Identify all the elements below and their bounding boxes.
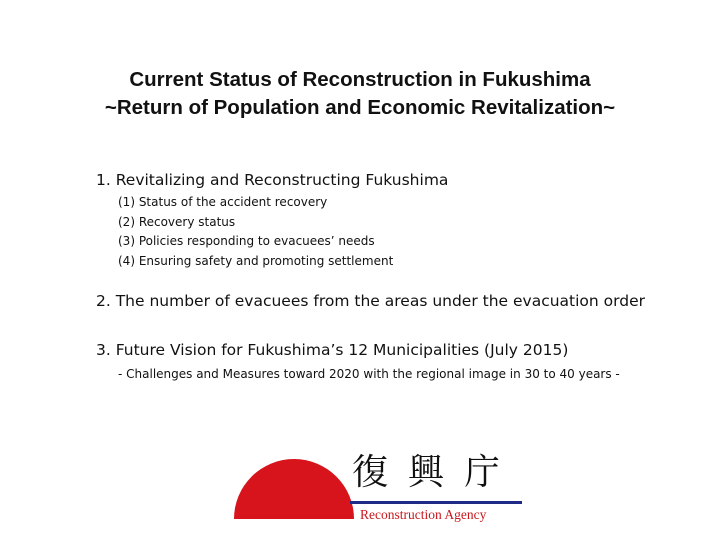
slide-title xyxy=(0,66,720,122)
title-line-1: Current Status of Reconstruction in Fukushima xyxy=(129,68,591,91)
logo-rule xyxy=(350,501,522,504)
agency-kanji-name: 復興庁 xyxy=(352,452,521,493)
reconstruction-agency-logo xyxy=(232,445,522,540)
title-line-2: ~Return of Population and Economic Revitalization~ xyxy=(104,96,616,119)
section-1-list xyxy=(118,193,393,271)
section-1-item-4: (4) Ensuring safety and promoting settlement xyxy=(118,253,394,268)
section-1-item-1: (1) Status of the accident recovery xyxy=(118,195,328,209)
section-1-item-2: (2) Recovery status xyxy=(118,214,236,229)
section-1-heading: 1. Revitalizing and Reconstructing Fukushima xyxy=(96,171,449,189)
rising-sun-shape xyxy=(234,459,354,540)
section-3-note: - Challenges and Measures toward 2020 with the regional image in 30 to 40 years - xyxy=(118,367,620,381)
section-2-heading: 2. The number of evacuees from the areas under the evacuation order xyxy=(96,292,646,310)
rising-sun-emblem xyxy=(232,445,362,540)
agency-english-name: Reconstruction Agency xyxy=(360,507,487,522)
section-3-heading: 3. Future Vision for Fukushima’s 12 Municipalities (July 2015) xyxy=(96,341,569,359)
section-1-item-3: (3) Policies responding to evacuees’ needs xyxy=(118,234,375,248)
